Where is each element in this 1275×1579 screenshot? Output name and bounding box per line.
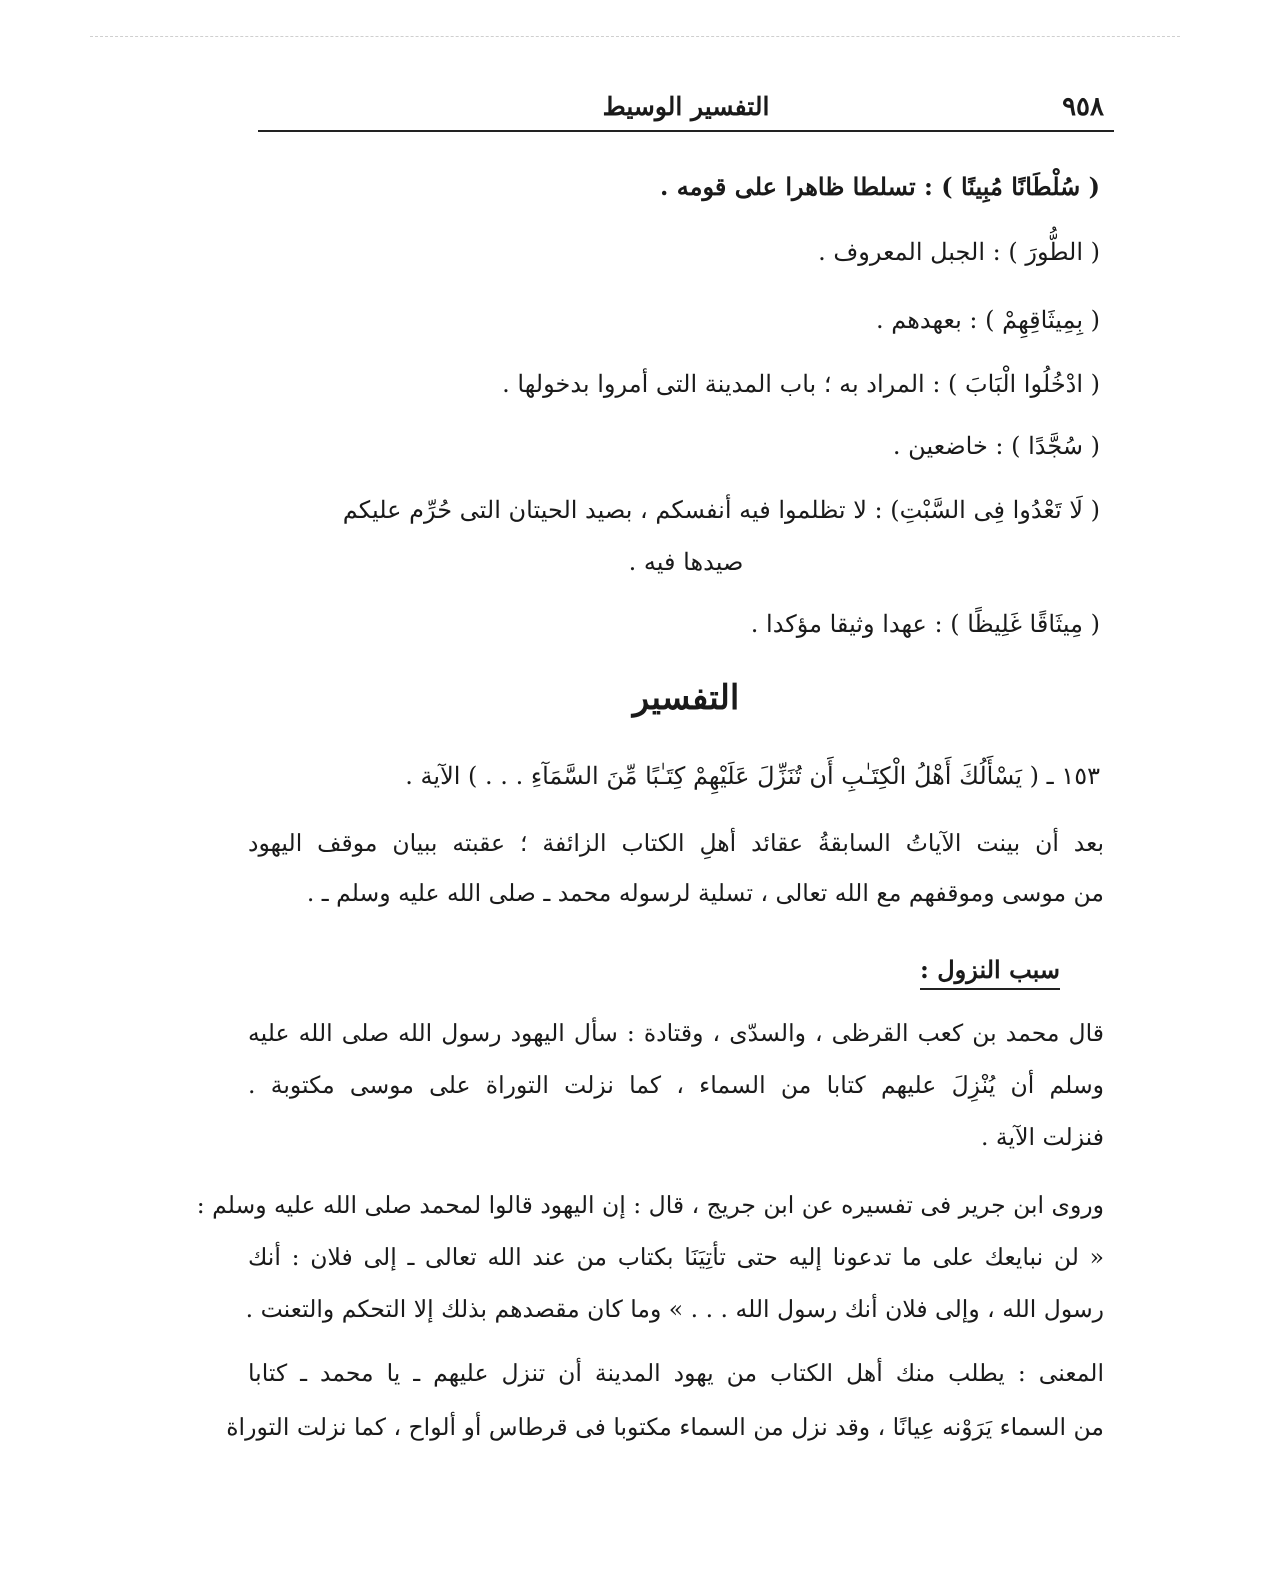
verse-line: ١٥٣ ـ ( يَسْأَلُكَ أَهْلُ الْكِتَـٰبِ أَن تُنَزِّلَ عَلَيْهِمْ كِتَـٰبًا مِّنَ السَّمَآءِ . . . ) الآية . xyxy=(405,762,1100,790)
glossary-entry: ( مِيثَاقًا غَلِيظًا ) : عهدا وثيقا مؤكدا . xyxy=(750,610,1100,638)
running-title: التفسير الوسيط xyxy=(602,92,770,121)
paragraph-line: وسلم أن يُنْزِلَ عليهم كتابا من السماء ، كما نزلت التوراة على موسى مكتوبة . xyxy=(248,1071,1104,1099)
subheading xyxy=(920,955,1060,984)
glossary-entry: ( الطُّورَ ) : الجبل المعروف . xyxy=(818,238,1100,266)
paragraph-line: رسول الله ، وإلى فلان أنك رسول الله . . . » وما كان مقصدهم بذلك إلا التحكم والتعنت . xyxy=(245,1295,1104,1323)
section-heading: التفسير xyxy=(632,678,740,718)
page-header xyxy=(258,92,1114,128)
paragraph-line: فنزلت الآية . xyxy=(980,1123,1104,1151)
paragraph-line: وروى ابن جرير فى تفسيره عن ابن جريج ، قال : إن اليهود قالوا لمحمد صلى الله عليه وسلم : xyxy=(196,1191,1104,1219)
glossary-entry: ( بِمِيثَاقِهِمْ ) : بعهدهم . xyxy=(876,306,1100,334)
glossary-entry: ( ادْخُلُوا الْبَابَ ) : المراد به ؛ باب المدينة التى أمروا بدخولها . xyxy=(502,370,1100,398)
glossary-entry: ( سُجَّدًا ) : خاضعين . xyxy=(892,432,1100,460)
scan-border xyxy=(90,36,1180,37)
paragraph-line: قال محمد بن كعب القرظى ، والسدّى ، وقتادة : سأل اليهود رسول الله صلى الله عليه xyxy=(248,1019,1104,1047)
paragraph-line: من موسى وموقفهم مع الله تعالى ، تسلية لرسوله محمد ـ صلى الله عليه وسلم ـ . xyxy=(306,879,1104,907)
header-rule xyxy=(258,130,1114,132)
subheading-text: سبب النزول : xyxy=(920,955,1060,990)
glossary-entry: ( سُلْطَانًا مُبِينًا ) : تسلطا ظاهرا على قومه . xyxy=(660,172,1100,201)
intro-paragraph xyxy=(248,829,1104,932)
paragraph-line: « لن نبايعك على ما تدعونا إليه حتى تأتِيَنَا بكتاب من عند الله تعالى ـ إلى فلان : أنك xyxy=(248,1243,1104,1271)
paragraph-1 xyxy=(248,1019,1104,1178)
glossary-entry: ( لَا تَعْدُوا فِى السَّبْتِ) : لا تظلموا فيه أنفسكم ، بصيد الحيتان التى حُرِّم عليكم xyxy=(342,496,1100,524)
glossary-entry-continuation: صيدها فيه . xyxy=(628,548,744,576)
paragraph-3 xyxy=(226,1359,1104,1470)
paragraph-line: بعد أن بينت الآياتُ السابقةُ عقائد أهلِ الكتاب الزائفة ؛ عقبته ببيان موقف اليهود xyxy=(248,829,1104,857)
paragraph-line: من السماء يَرَوْنه عِيانًا ، وقد نزل من السماء مكتوبا فى قرطاس أو ألواح ، كما نزلت التوراة xyxy=(226,1413,1104,1441)
paragraph-2 xyxy=(196,1191,1104,1350)
paragraph-line: المعنى : يطلب منك أهل الكتاب من يهود المدينة أن تنزل عليهم ـ يا محمد ـ كتابا xyxy=(248,1359,1104,1387)
page-number: ٩٥٨ xyxy=(1062,92,1104,122)
